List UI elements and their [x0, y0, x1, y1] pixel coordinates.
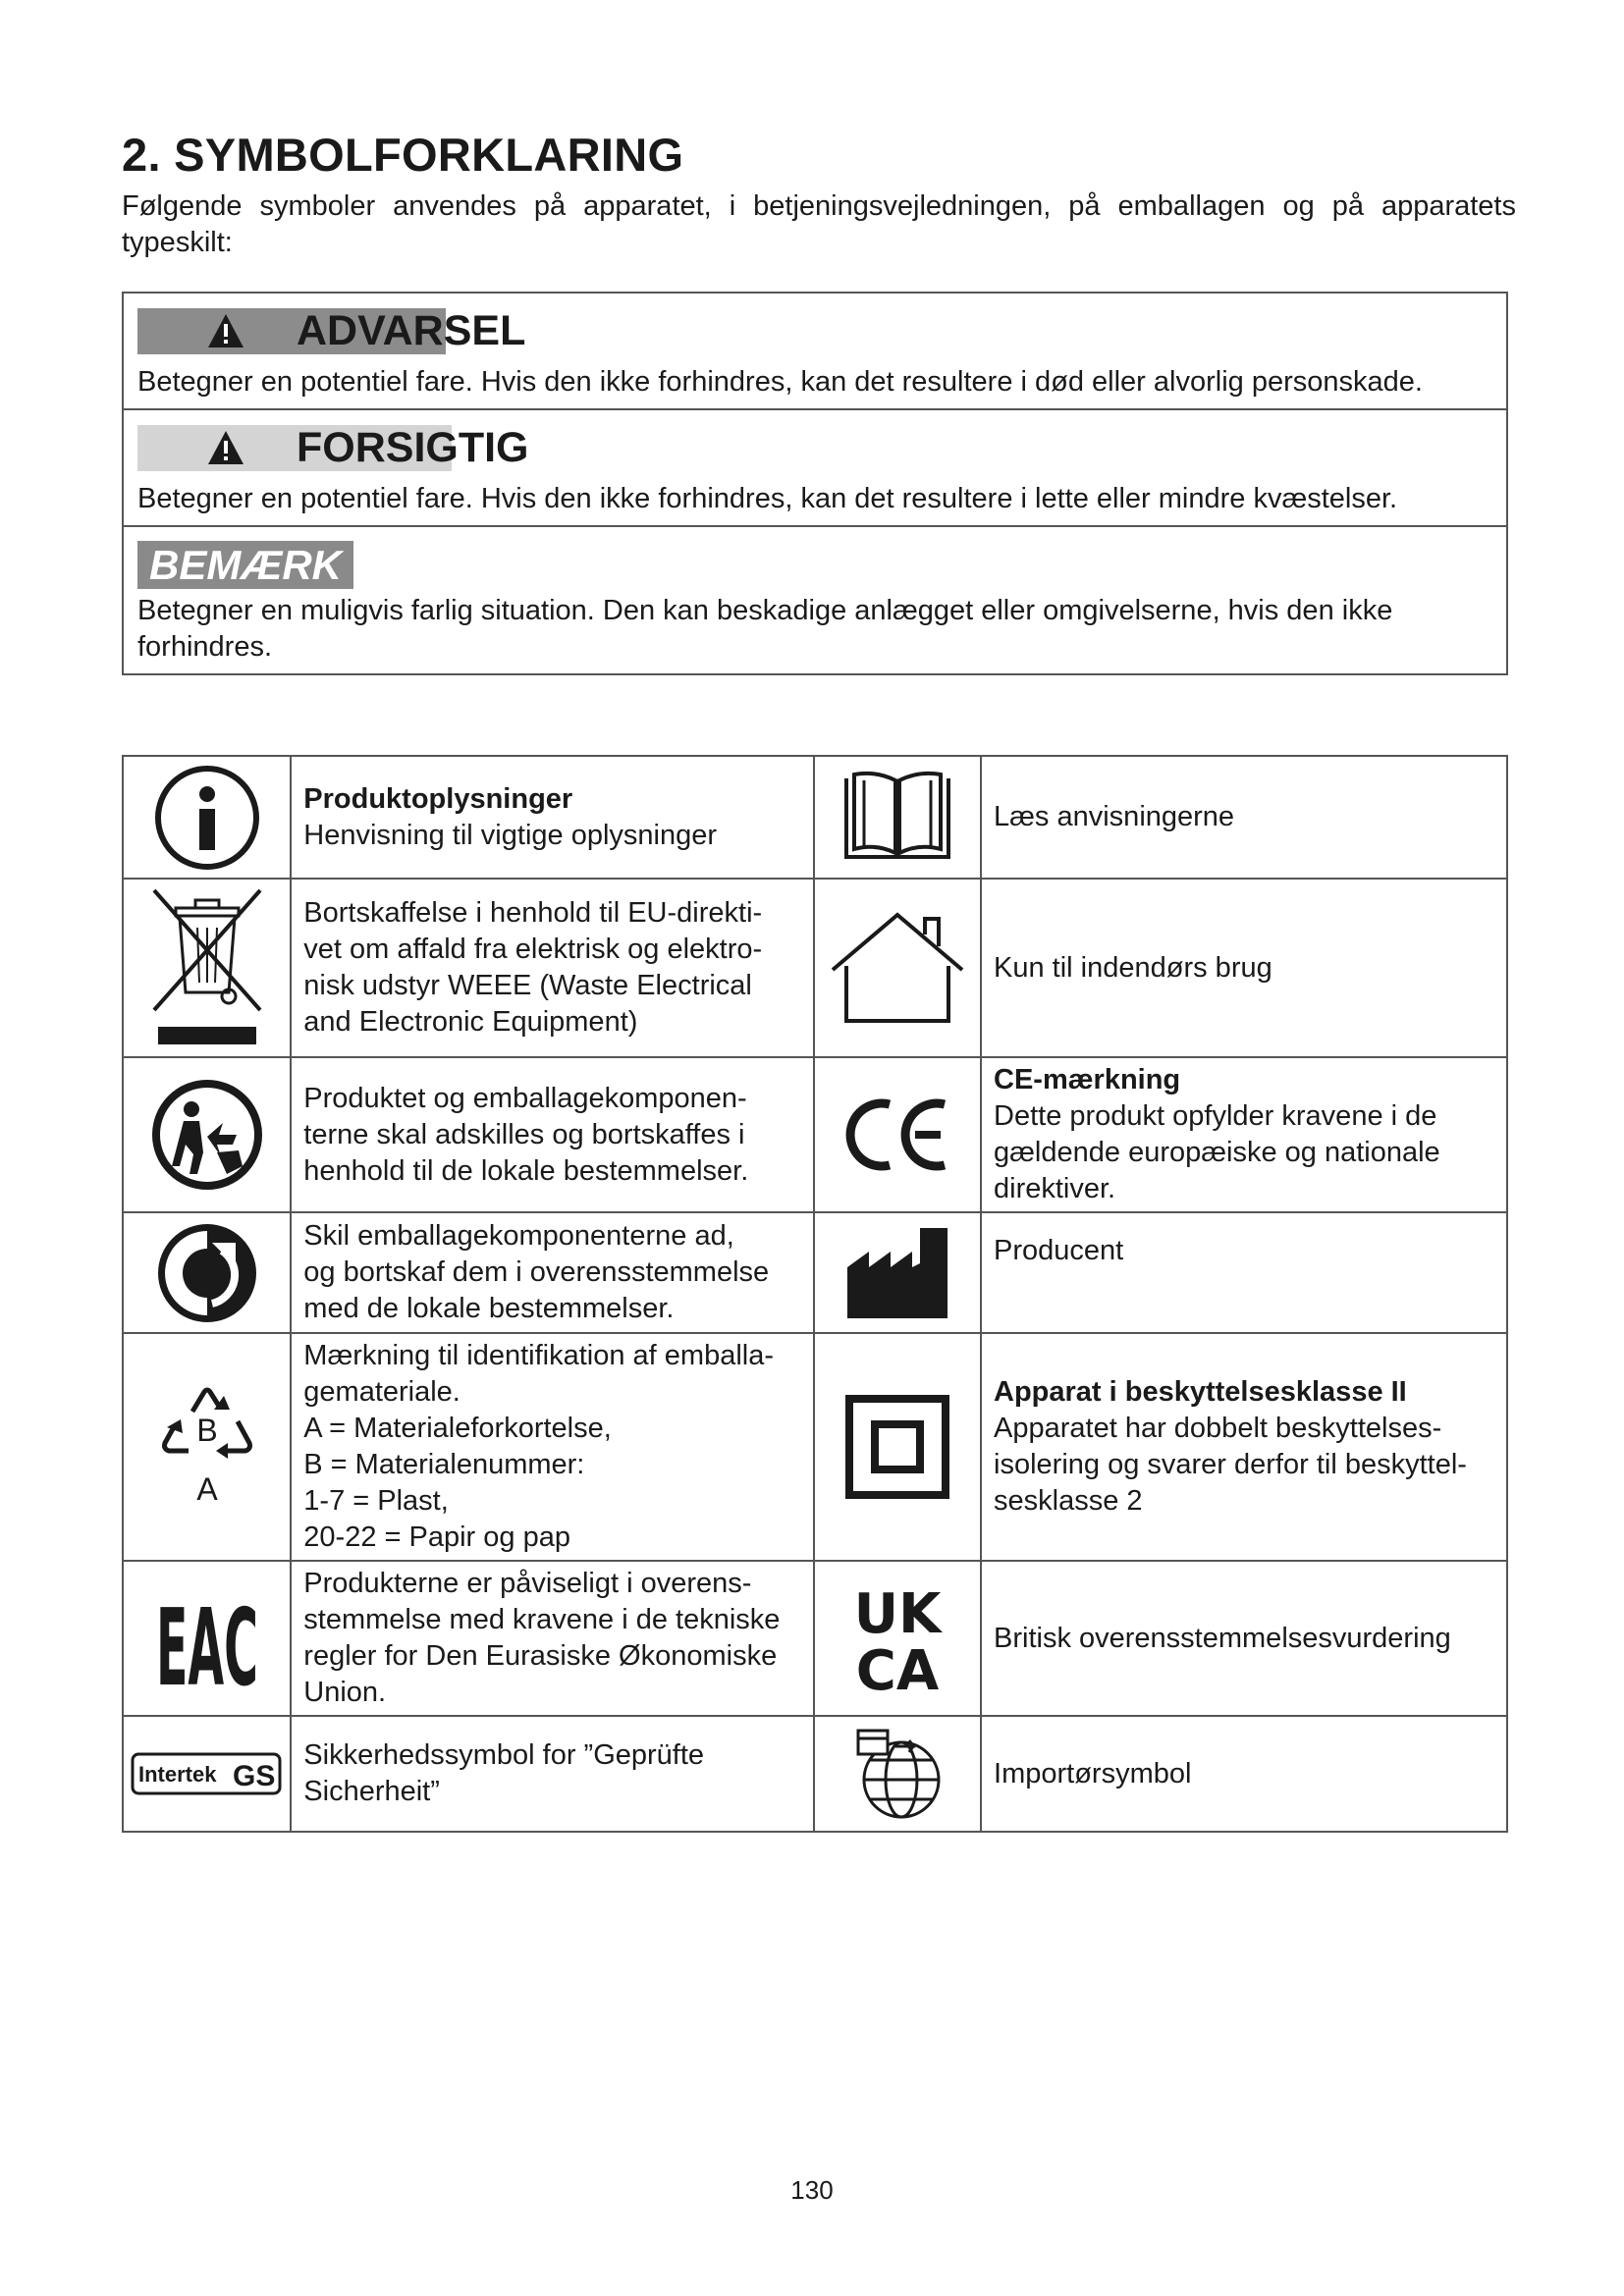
- table-row: [123, 1057, 1507, 1212]
- factory-icon: [843, 1224, 951, 1322]
- note-label: BEMÆRK: [137, 541, 353, 589]
- warning-triangle-icon: [206, 428, 245, 467]
- gs-description: [291, 1716, 814, 1832]
- ukca-line-2: CA: [855, 1639, 940, 1695]
- importer-description: [981, 1716, 1507, 1832]
- weee-line: and Electronic Equipment): [303, 1006, 638, 1038]
- warning-notice: [124, 294, 1506, 410]
- icon-cell: [814, 879, 981, 1057]
- class2-line: sesklasse 2: [994, 1485, 1143, 1517]
- indoor-description: [981, 879, 1507, 1057]
- weee-description: [291, 879, 814, 1057]
- recycling-code-description: [291, 1333, 814, 1561]
- importer-globe-icon: [848, 1725, 947, 1823]
- class2-description: [981, 1333, 1507, 1561]
- producer-text: Producent: [994, 1235, 1124, 1266]
- recycle-person-icon: [148, 1076, 266, 1194]
- green-dot-line: med de lokale bestemmelser.: [303, 1293, 675, 1324]
- caution-notice: [124, 410, 1506, 527]
- weee-line: vet om affald fra elektrisk og elektro-: [303, 934, 763, 965]
- separate-description: [291, 1057, 814, 1212]
- recycling-code-line: A = Materialeforkortelse,: [303, 1413, 612, 1444]
- note-notice: [124, 527, 1506, 673]
- manual-text: Læs anvisningerne: [994, 801, 1235, 832]
- green-dot-line: og bortskaf dem i overensstemmelse: [303, 1256, 770, 1288]
- house-icon: [829, 909, 966, 1027]
- ce-mark-icon: [839, 1091, 956, 1179]
- gs-line: Sicherheit”: [303, 1776, 440, 1807]
- green-dot-line: Skil emballagekomponenterne ad,: [303, 1220, 734, 1252]
- class2-line: isolering og svarer derfor til beskyttel-: [994, 1449, 1467, 1480]
- manual-description: [981, 756, 1507, 879]
- table-row: [123, 1212, 1507, 1333]
- icon-cell: [814, 1212, 981, 1333]
- icon-cell: [123, 1057, 291, 1212]
- icon-cell: [123, 879, 291, 1057]
- separate-line: terne skal adskilles og bortskaffes i: [303, 1118, 745, 1150]
- double-square-icon: [843, 1393, 951, 1501]
- page-title: 2. SYMBOLFORKLARING: [122, 129, 684, 181]
- weee-line: Bortskaffelse i henhold til EU-direkti-: [303, 897, 763, 929]
- ukca-text: Britisk overensstemmelsesvurdering: [994, 1622, 1451, 1654]
- eac-line: regler for Den Eurasiske Økonomiske: [303, 1640, 778, 1672]
- weee-bin-icon: [148, 884, 266, 1051]
- intro-paragraph: Følgende symboler anvendes på apparatet, i betjeningsvejledningen, på emballagen og på apparatets typeskilt:: [122, 190, 1516, 258]
- page-number: 130: [790, 2175, 834, 2205]
- indoor-text: Kun til indendørs brug: [994, 951, 1272, 984]
- warning-banner: [137, 307, 526, 355]
- eac-line: stemmelse med kravene i de tekniske: [303, 1604, 781, 1635]
- gs-line: Sikkerhedssymbol for ”Geprüfte: [303, 1739, 705, 1771]
- weee-line: nisk udstyr WEEE (Waste Electrical: [303, 970, 752, 1001]
- table-row: [123, 879, 1507, 1057]
- caution-text: Betegner en potentiel fare. Hvis den ikke forhindres, kan det resultere i lette eller mindre kvæstelser.: [137, 483, 1398, 514]
- recycling-code-line: B = Materialenummer:: [303, 1449, 585, 1480]
- icon-cell: [814, 1057, 981, 1212]
- recycling-code-line: 20-22 = Papir og pap: [303, 1522, 570, 1553]
- ce-title: CE-mærkning: [994, 1064, 1181, 1095]
- table-row: [123, 756, 1507, 879]
- info-description: [291, 756, 814, 879]
- warning-triangle-icon: [206, 311, 245, 350]
- symbol-table: [122, 755, 1508, 1833]
- icon-cell: [123, 1333, 291, 1561]
- table-row: [123, 1561, 1507, 1716]
- class2-line: Apparatet har dobbelt beskyttelses-: [994, 1413, 1442, 1444]
- separate-line: henhold til de lokale bestemmelser.: [303, 1154, 749, 1187]
- gs-mark-text: GS: [232, 1760, 275, 1792]
- eac-description: [291, 1561, 814, 1716]
- ce-line: gældende europæiske og nationale: [994, 1137, 1440, 1168]
- ukca-mark-icon: [843, 1581, 951, 1695]
- caution-label: FORSIGTIG: [297, 424, 529, 471]
- table-row: [123, 1333, 1507, 1561]
- recycling-code-line: Mærkning til identifikation af emballa-: [303, 1340, 774, 1371]
- icon-cell: [814, 1716, 981, 1832]
- icon-cell: [123, 1561, 291, 1716]
- intertek-brand-text: Intertek: [137, 1762, 217, 1787]
- ukca-description: [981, 1561, 1507, 1716]
- info-title: Produktoplysninger: [303, 782, 573, 815]
- recycling-code-letter-b: B: [195, 1413, 218, 1448]
- class2-title: Apparat i beskyttelsesklasse II: [994, 1376, 1407, 1408]
- separate-line: Produktet og emballagekomponen-: [303, 1082, 747, 1114]
- icon-cell: [814, 1561, 981, 1716]
- green-dot-icon: [153, 1219, 261, 1327]
- info-icon: [153, 764, 261, 872]
- signal-words-box: [122, 292, 1508, 675]
- ukca-line-1: UK: [853, 1582, 942, 1646]
- warning-label: ADVARSEL: [297, 307, 526, 354]
- caution-banner: [137, 424, 529, 472]
- icon-cell: [123, 756, 291, 879]
- info-text: Henvisning til vigtige oplysninger: [303, 819, 718, 851]
- ce-line: direktiver.: [994, 1173, 1116, 1204]
- note-text: Betegner en muligvis farlig situation. Den kan beskadige anlægget eller omgivelserne, hvis den ikke forhindres.: [137, 595, 1393, 663]
- book-icon: [839, 769, 956, 867]
- eac-line: Union.: [303, 1677, 387, 1708]
- icon-cell: [814, 1333, 981, 1561]
- intertek-gs-icon: [129, 1744, 286, 1803]
- eac-mark-icon: [153, 1584, 261, 1692]
- ce-description: [981, 1057, 1507, 1212]
- icon-cell: [123, 1716, 291, 1832]
- importer-text: Importørsymbol: [994, 1757, 1192, 1789]
- ce-line: Dette produkt opfylder kravene i de: [994, 1100, 1437, 1132]
- icon-cell: [123, 1212, 291, 1333]
- recycling-code-line: gemateriale.: [303, 1376, 460, 1408]
- warning-text: Betegner en potentiel fare. Hvis den ikke forhindres, kan det resultere i død eller alvorlig personskade.: [137, 366, 1423, 398]
- recycling-code-icon: [153, 1368, 261, 1525]
- producer-description: [981, 1212, 1507, 1333]
- eac-line: Produkterne er påviseligt i overens-: [303, 1568, 752, 1599]
- recycling-code-letter-a: A: [195, 1471, 218, 1507]
- table-row: [123, 1716, 1507, 1832]
- icon-cell: [814, 756, 981, 879]
- eac-mark-text: EAC: [155, 1587, 258, 1692]
- recycling-code-line: 1-7 = Plast,: [303, 1485, 449, 1517]
- green-dot-description: [291, 1212, 814, 1333]
